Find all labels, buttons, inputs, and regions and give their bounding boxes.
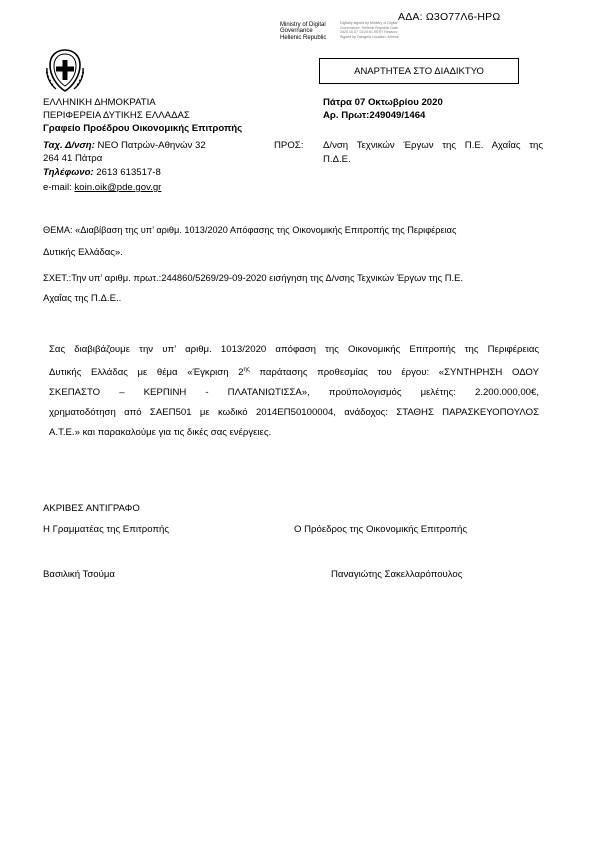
republic-title: ΕΛΛΗΝΙΚΗ ΔΗΜΟΚΡΑΤΙΑ [43, 97, 156, 108]
body-line-2: Δυτικής Ελλάδας με θέμα «Έγκριση $2^{\eta\varsigma}$ παράτασης προθεσμίας του έργου: «ΣΥΝΤΗΡΗΣΗ ΟΔΟΥ [49, 367, 539, 379]
body-line-1: Σας διαβιβάζουμε την υπ’ αριθμ. 1013/2020 απόφαση της Οικονομικής Επιτροπής της Περιφέρειας [49, 344, 539, 355]
recipient-line-1: Δ/νση Τεχνικών Έργων της Π.Ε. Αχαΐας της [323, 140, 543, 151]
recipient-label: ΠΡΟΣ: [274, 140, 304, 151]
address-line [43, 139, 206, 152]
body-paragraph [49, 340, 539, 443]
phone-label: Τηλέφωνο: [43, 167, 94, 178]
president-name: Παναγιώτης Σακελλαρόπουλος [331, 569, 463, 580]
reference-line-1: ΣΧΕΤ.:Την υπ’ αριθμ. πρωτ.:244860/5269/29-09-2020 εισήγηση της Δ/νσης Τεχνικών Έργων της Π.Ε. [43, 272, 463, 283]
office-title: Γραφείο Προέδρου Οικονομικής Επιτροπής [43, 123, 243, 134]
email-link[interactable]: koin.oik@pde.gov.gr [74, 182, 162, 193]
email-label: e-mail: [43, 182, 72, 193]
reference-line-2: Αχαΐας της Π.Δ.Ε.. [43, 293, 122, 304]
email-line [43, 181, 161, 194]
certified-copy: ΑΚΡΙΒΕΣ ΑΝΤΙΓΡΑΦΟ [43, 503, 140, 514]
postcode-line: 264 41 Πάτρα [43, 153, 103, 164]
subject-line-2: Δυτικής Ελλάδας». [43, 247, 123, 258]
president-title: Ο Πρόεδρος της Οικονομικής Επιτροπής [294, 524, 467, 535]
body-line-3: ΣΚΕΠΑΣΤΟ – ΚΕΡΠΙΝΗ - ΠΛΑΤΑΝΙΩΤΙΣΣΑ», προϋπολογισμός μελέτης: 2.200.000,00€, [49, 387, 539, 399]
ada-code: ΑΔΑ: Ω3Ο77Λ6-ΗΡΩ [398, 11, 501, 23]
document-date: Πάτρα 07 Οκτωβρίου 2020 [323, 97, 443, 108]
phone-value: 2613 613517-8 [93, 167, 161, 178]
post-online-box [319, 58, 519, 84]
secretary-title: Η Γραμματέας της Επιτροπής [43, 524, 169, 535]
protocol-number: Αρ. Πρωτ:249049/1464 [323, 110, 426, 121]
signature-issuer: Ministry of Digital Governance Hellenic Republic [280, 22, 327, 41]
region-title: ΠΕΡΙΦΕΡΕΙΑ ΔΥΤΙΚΗΣ ΕΛΛΑΔΑΣ [43, 110, 190, 121]
body-line-5: Α.Τ.Ε.» και παρακαλούμε για τις δικές σας ενέργειες. [49, 427, 272, 439]
subject-line-1: ΘΕΜΑ: «Διαβίβαση της υπ’ αριθμ. 1013/2020 Απόφασης της Οικονομικής Επιτροπής της Περιφέρειας [43, 225, 457, 235]
signature-details: Digitally signed by Ministry of Digital Governance, Hellenic Republic Date: 2020.10.07 13:20:51 EEST Reason: Signed by Diavgeia Location: Athens [340, 21, 399, 39]
recipient-line-2: Π.Δ.Ε. [323, 154, 351, 165]
address-label: Ταχ. Δ/νση: [43, 140, 95, 151]
body-line-4: χρηματοδότηση από ΣΑΕΠ501 με κωδικό 2014ΕΠ50100004, ανάδοχος: ΣΤΑΘΗΣ ΠΑΡΑΣΚΕΥΟΠΟΥΛΟΣ [49, 407, 539, 419]
secretary-name: Βασιλική Τσούμα [43, 569, 115, 580]
address-value: ΝΕΟ Πατρών-Αθηνών 32 [94, 140, 206, 151]
post-online-label: ΑΝΑΡΤΗΤΕΑ ΣΤΟ ΔΙΑΔΙΚΤΥΟ [354, 65, 484, 77]
greek-emblem-icon [44, 48, 86, 94]
phone-line [43, 166, 161, 179]
